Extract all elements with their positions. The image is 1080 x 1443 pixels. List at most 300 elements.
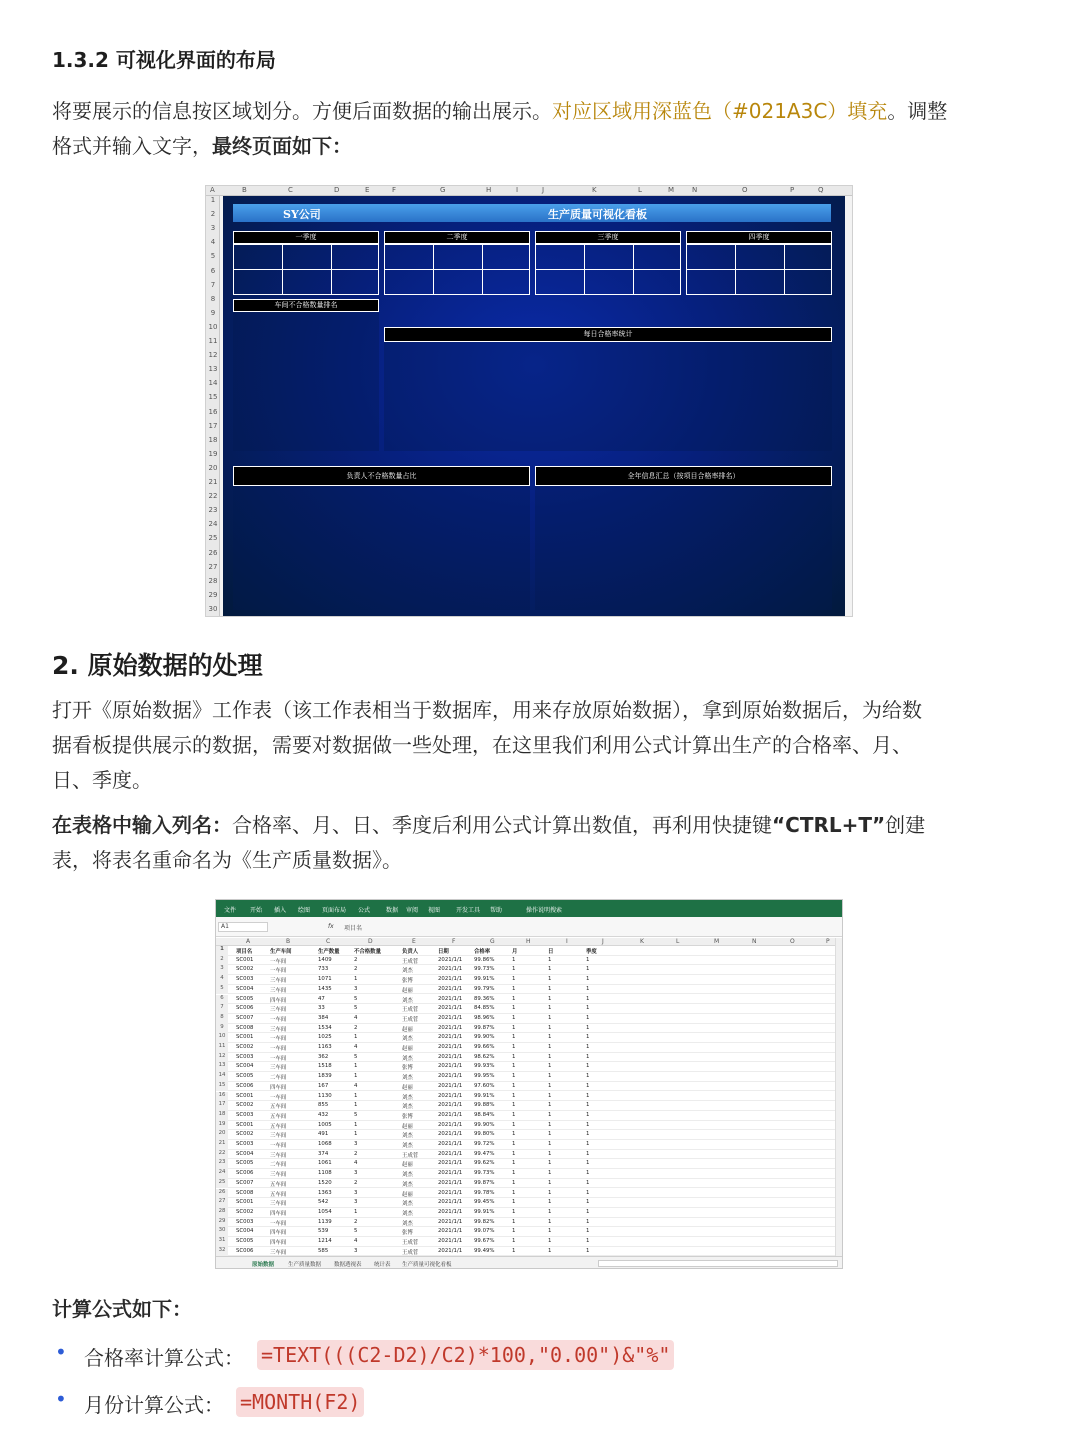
table-cell[interactable]: 99.62% — [474, 1160, 495, 1167]
ribbon-tab[interactable]: 帮助 — [490, 907, 503, 914]
table-cell[interactable]: 2021/1/1 — [438, 1034, 463, 1041]
table-cell[interactable]: 1 — [548, 985, 552, 992]
table-cell[interactable]: 1 — [548, 966, 552, 973]
table-cell[interactable]: 5 — [354, 995, 358, 1002]
table-cell[interactable]: 1 — [354, 1121, 358, 1128]
table-cell[interactable]: 1 — [512, 1073, 516, 1080]
table-cell[interactable]: 4 — [354, 1160, 358, 1167]
table-cell[interactable]: 1 — [512, 1247, 516, 1254]
table-cell[interactable]: 1 — [586, 1111, 590, 1118]
table-cell[interactable]: 99.45% — [474, 1199, 495, 1206]
sheet-tab[interactable]: 原始数据 — [252, 1262, 275, 1268]
table-cell[interactable]: 2021/1/1 — [438, 1005, 463, 1012]
table-cell[interactable]: 一车间 — [270, 1046, 287, 1052]
table-cell[interactable]: 1 — [512, 1199, 516, 1206]
table-cell[interactable]: 1214 — [318, 1238, 332, 1244]
table-cell[interactable]: 1 — [586, 1024, 590, 1031]
table-cell[interactable]: 1 — [586, 1092, 590, 1099]
table-cell[interactable]: 1 — [586, 1199, 590, 1206]
table-cell[interactable]: 1 — [548, 1034, 552, 1041]
table-cell[interactable]: 1 — [548, 1063, 552, 1070]
table-cell[interactable]: 1 — [586, 976, 590, 983]
table-cell[interactable]: 1 — [548, 1189, 552, 1196]
table-cell[interactable]: 刘杰 — [402, 1036, 413, 1043]
table-cell[interactable]: 赵丽 — [402, 1046, 413, 1052]
table-cell[interactable]: SC003 — [236, 1053, 254, 1060]
table-cell[interactable]: 2021/1/1 — [438, 1189, 463, 1196]
table-cell[interactable]: 98.84% — [474, 1111, 495, 1118]
table-cell[interactable]: 1071 — [318, 976, 332, 983]
table-cell[interactable]: 王成菅 — [402, 958, 419, 965]
ribbon-tab[interactable]: 插入 — [274, 907, 287, 914]
table-cell[interactable]: 2 — [354, 1024, 358, 1031]
table-cell[interactable]: SC007 — [236, 1179, 254, 1186]
table-cell[interactable]: 1 — [586, 1150, 590, 1157]
table-cell[interactable]: 1 — [586, 1218, 590, 1225]
table-cell[interactable]: 张博 — [402, 978, 413, 985]
table-cell[interactable]: 1 — [548, 1014, 552, 1021]
table-cell[interactable]: 2 — [354, 966, 358, 973]
table-cell[interactable]: 1 — [512, 1053, 516, 1060]
table-cell[interactable]: SC001 — [236, 1199, 254, 1206]
table-cell[interactable]: 432 — [318, 1111, 329, 1118]
table-cell[interactable]: 2 — [354, 956, 358, 963]
table-cell[interactable]: 一车间 — [270, 1220, 287, 1227]
ribbon-tab[interactable]: 数据 — [386, 907, 399, 914]
table-cell[interactable]: 1 — [586, 1179, 590, 1186]
table-cell[interactable]: 1 — [512, 1160, 516, 1167]
table-cell[interactable]: 33 — [318, 1005, 325, 1012]
table-cell[interactable]: 赵丽 — [402, 1026, 413, 1033]
table-cell[interactable]: 三车间 — [270, 1026, 287, 1033]
table-cell[interactable]: SC005 — [236, 1073, 254, 1080]
ribbon-tab[interactable]: 文件 — [224, 907, 237, 914]
table-cell[interactable]: 1409 — [318, 956, 332, 963]
table-cell[interactable]: 99.91% — [474, 1208, 495, 1215]
table-cell[interactable]: SC003 — [236, 976, 254, 983]
table-cell[interactable]: 五车间 — [270, 1113, 287, 1120]
table-cell[interactable]: 四车间 — [270, 1230, 287, 1237]
table-cell[interactable]: 99.72% — [474, 1141, 495, 1147]
table-cell[interactable]: 47 — [318, 995, 325, 1002]
table-cell[interactable]: 1 — [548, 1053, 552, 1060]
table-cell[interactable]: 1 — [586, 1141, 590, 1147]
table-cell[interactable]: SC002 — [236, 966, 254, 973]
table-cell[interactable]: 刘杰 — [402, 1210, 413, 1217]
table-cell[interactable]: 1 — [512, 1005, 516, 1012]
table-cell[interactable]: 3 — [354, 1170, 358, 1177]
table-cell[interactable]: 3 — [354, 1141, 358, 1147]
table-cell[interactable]: SC001 — [236, 1092, 254, 1099]
table-cell[interactable]: 1 — [586, 1053, 590, 1060]
table-cell[interactable]: 2021/1/1 — [438, 985, 463, 992]
formula-value[interactable]: 项目名 — [344, 925, 363, 932]
table-cell[interactable]: 1839 — [318, 1073, 332, 1080]
table-cell[interactable]: 1 — [548, 1160, 552, 1167]
table-cell[interactable]: SC002 — [236, 1102, 254, 1109]
table-cell[interactable]: 1 — [548, 1102, 552, 1109]
table-cell[interactable]: 99.87% — [474, 1024, 495, 1031]
table-cell[interactable]: 4 — [354, 1082, 358, 1089]
table-cell[interactable]: 三车间 — [270, 1172, 287, 1179]
table-cell[interactable]: SC001 — [236, 1034, 254, 1041]
table-cell[interactable]: 1520 — [318, 1179, 332, 1186]
table-cell[interactable]: 1 — [354, 1092, 358, 1099]
table-cell[interactable]: 2021/1/1 — [438, 956, 463, 963]
sheet-tab[interactable]: 生产质量可视化看板 — [402, 1262, 452, 1268]
table-cell[interactable]: 491 — [318, 1131, 329, 1138]
table-cell[interactable]: 99.66% — [474, 1044, 495, 1050]
table-cell[interactable]: 1 — [548, 1121, 552, 1128]
table-cell[interactable]: 王成菅 — [402, 1240, 419, 1246]
table-cell[interactable]: 2021/1/1 — [438, 1014, 463, 1021]
table-cell[interactable]: SC002 — [236, 1044, 254, 1050]
table-cell[interactable]: SC005 — [236, 995, 254, 1002]
table-cell[interactable]: 1 — [586, 1238, 590, 1244]
table-cell[interactable]: 99.79% — [474, 985, 495, 992]
ribbon-tab[interactable]: 审阅 — [406, 907, 419, 914]
table-cell[interactable]: 84.85% — [474, 1005, 495, 1012]
table-cell[interactable]: 刘杰 — [402, 1133, 413, 1140]
table-cell[interactable]: 1 — [354, 1208, 358, 1215]
table-cell[interactable]: 2 — [354, 1179, 358, 1186]
table-cell[interactable]: 1 — [548, 1131, 552, 1138]
table-cell[interactable]: 1 — [512, 1014, 516, 1021]
table-cell[interactable]: SC004 — [236, 1228, 254, 1235]
table-cell[interactable]: SC001 — [236, 956, 254, 963]
table-cell[interactable]: 1 — [548, 1082, 552, 1089]
table-cell[interactable]: 99.78% — [474, 1189, 495, 1196]
table-cell[interactable]: 2021/1/1 — [438, 1121, 463, 1128]
ribbon-tab[interactable]: 开发工具 — [456, 907, 481, 914]
table-cell[interactable]: 三车间 — [270, 1201, 287, 1208]
table-cell[interactable]: 三车间 — [270, 987, 287, 994]
table-cell[interactable]: 1 — [548, 1044, 552, 1050]
table-cell[interactable]: 2021/1/1 — [438, 1053, 463, 1060]
table-cell[interactable]: 542 — [318, 1199, 329, 1206]
table-cell[interactable]: 刘杰 — [402, 1143, 413, 1149]
ribbon-tab[interactable]: 视图 — [428, 907, 441, 914]
ribbon-tab[interactable]: 操作说明搜索 — [526, 907, 563, 914]
table-cell[interactable]: 1 — [586, 1247, 590, 1254]
table-cell[interactable]: 一车间 — [270, 1036, 287, 1043]
table-cell[interactable]: SC003 — [236, 1218, 254, 1225]
table-cell[interactable]: 刘杰 — [402, 1201, 413, 1208]
table-cell[interactable]: 1 — [586, 1102, 590, 1109]
table-cell[interactable]: 一车间 — [270, 958, 287, 965]
table-cell[interactable]: 刘杰 — [402, 1104, 413, 1111]
table-cell[interactable]: 5 — [354, 1111, 358, 1118]
table-cell[interactable]: 99.90% — [474, 1034, 495, 1041]
table-cell[interactable]: 张博 — [402, 1113, 413, 1120]
table-cell[interactable]: 五车间 — [270, 1123, 287, 1130]
table-cell[interactable]: 1 — [512, 1024, 516, 1031]
table-cell[interactable]: 王成菅 — [402, 1249, 419, 1256]
table-cell[interactable]: 三车间 — [270, 978, 287, 985]
table-cell[interactable]: 1 — [586, 1034, 590, 1041]
table-cell[interactable]: 2021/1/1 — [438, 1024, 463, 1031]
table-cell[interactable]: 1 — [512, 1189, 516, 1196]
table-cell[interactable]: 1 — [512, 1228, 516, 1235]
table-cell[interactable]: 赵丽 — [402, 1191, 413, 1198]
table-cell[interactable]: 99.87% — [474, 1179, 495, 1186]
table-cell[interactable]: 98.96% — [474, 1014, 495, 1021]
table-cell[interactable]: 2021/1/1 — [438, 1082, 463, 1089]
table-cell[interactable]: SC003 — [236, 1111, 254, 1118]
table-cell[interactable]: 3 — [354, 1199, 358, 1206]
table-cell[interactable]: 四车间 — [270, 1240, 287, 1246]
ribbon-tab[interactable]: 公式 — [358, 907, 371, 914]
table-cell[interactable]: 1 — [548, 1150, 552, 1157]
horizontal-scrollbar[interactable] — [598, 1260, 838, 1267]
table-cell[interactable]: 三车间 — [270, 1007, 287, 1014]
table-cell[interactable]: 赵丽 — [402, 1084, 413, 1091]
table-cell[interactable]: 1 — [512, 1102, 516, 1109]
table-cell[interactable]: 1068 — [318, 1141, 332, 1147]
table-cell[interactable]: 99.93% — [474, 1063, 495, 1070]
table-cell[interactable]: 1 — [548, 976, 552, 983]
table-cell[interactable]: 1 — [512, 966, 516, 973]
table-cell[interactable]: 362 — [318, 1053, 329, 1060]
table-cell[interactable]: 王成菅 — [402, 1152, 419, 1159]
table-cell[interactable]: 刘杰 — [402, 1075, 413, 1082]
table-cell[interactable]: 1 — [354, 1131, 358, 1138]
table-cell[interactable]: 三车间 — [270, 1249, 287, 1256]
table-cell[interactable]: 1 — [548, 1073, 552, 1080]
table-cell[interactable]: 2021/1/1 — [438, 1063, 463, 1070]
table-cell[interactable]: 1 — [586, 1063, 590, 1070]
table-cell[interactable]: 99.73% — [474, 1170, 495, 1177]
table-cell[interactable]: 2021/1/1 — [438, 1218, 463, 1225]
table-cell[interactable]: 1 — [586, 966, 590, 973]
table-cell[interactable]: 刘杰 — [402, 968, 413, 975]
table-cell[interactable]: SC005 — [236, 1160, 254, 1167]
table-cell[interactable]: SC008 — [236, 1024, 254, 1031]
table-cell[interactable]: 三车间 — [270, 1152, 287, 1159]
table-cell[interactable]: 2021/1/1 — [438, 995, 463, 1002]
table-cell[interactable]: 刘杰 — [402, 1220, 413, 1227]
table-cell[interactable]: 1 — [512, 1111, 516, 1118]
table-cell[interactable]: 1 — [586, 985, 590, 992]
table-cell[interactable]: 99.49% — [474, 1247, 495, 1254]
table-cell[interactable]: 1054 — [318, 1208, 332, 1215]
table-cell[interactable]: 1 — [548, 956, 552, 963]
table-cell[interactable]: 2021/1/1 — [438, 1141, 463, 1147]
table-cell[interactable]: 赵丽 — [402, 987, 413, 994]
table-cell[interactable]: SC005 — [236, 1238, 254, 1244]
table-cell[interactable]: 1 — [586, 1208, 590, 1215]
ribbon-tab[interactable]: 开始 — [250, 907, 263, 914]
table-cell[interactable]: 98.62% — [474, 1053, 495, 1060]
table-cell[interactable]: 1 — [512, 1179, 516, 1186]
table-cell[interactable]: 1 — [586, 995, 590, 1002]
table-cell[interactable]: 刘杰 — [402, 1094, 413, 1101]
table-cell[interactable]: 585 — [318, 1247, 329, 1254]
table-cell[interactable]: 1 — [512, 985, 516, 992]
table-cell[interactable]: 一车间 — [270, 1143, 287, 1149]
sheet-tab[interactable]: 数据透视表 — [334, 1262, 362, 1268]
table-cell[interactable]: 王成菅 — [402, 1016, 419, 1023]
table-cell[interactable]: 五车间 — [270, 1181, 287, 1188]
table-cell[interactable]: 1 — [354, 1034, 358, 1041]
table-cell[interactable]: 99.88% — [474, 1102, 495, 1109]
sheet-tab[interactable]: 生产质量数据 — [288, 1262, 322, 1268]
table-cell[interactable]: 二车间 — [270, 1075, 287, 1082]
table-cell[interactable]: 1 — [586, 1014, 590, 1021]
table-cell[interactable]: 1 — [586, 1121, 590, 1128]
table-cell[interactable]: 1163 — [318, 1044, 332, 1050]
vertical-scrollbar[interactable] — [835, 938, 842, 1256]
table-cell[interactable]: 2021/1/1 — [438, 1073, 463, 1080]
table-cell[interactable]: 1 — [548, 1218, 552, 1225]
table-cell[interactable]: 刘杰 — [402, 1055, 413, 1062]
table-cell[interactable]: 1 — [512, 1208, 516, 1215]
table-cell[interactable]: 一车间 — [270, 1094, 287, 1101]
table-cell[interactable]: 99.90% — [474, 1121, 495, 1128]
table-cell[interactable]: 539 — [318, 1228, 329, 1235]
table-cell[interactable]: 五车间 — [270, 1191, 287, 1198]
table-cell[interactable]: SC008 — [236, 1189, 254, 1196]
table-cell[interactable]: 1 — [512, 1092, 516, 1099]
table-cell[interactable]: 2021/1/1 — [438, 1238, 463, 1244]
table-cell[interactable]: SC002 — [236, 1208, 254, 1215]
table-cell[interactable]: 99.73% — [474, 966, 495, 973]
table-cell[interactable]: 五车间 — [270, 1104, 287, 1111]
table-cell[interactable]: 1 — [354, 1063, 358, 1070]
table-cell[interactable]: 99.80% — [474, 1131, 495, 1138]
table-cell[interactable]: 1 — [512, 1238, 516, 1244]
table-cell[interactable]: 1 — [512, 1218, 516, 1225]
table-cell[interactable]: 2021/1/1 — [438, 1102, 463, 1109]
table-cell[interactable]: 374 — [318, 1150, 329, 1157]
table-cell[interactable]: 1 — [548, 1111, 552, 1118]
table-cell[interactable]: 5 — [354, 1053, 358, 1060]
table-cell[interactable]: SC004 — [236, 985, 254, 992]
table-cell[interactable]: 1 — [548, 1141, 552, 1147]
table-cell[interactable]: 1 — [512, 1141, 516, 1147]
table-cell[interactable]: 5 — [354, 1228, 358, 1235]
table-cell[interactable]: 张博 — [402, 1230, 413, 1237]
table-cell[interactable]: 1005 — [318, 1121, 332, 1128]
table-cell[interactable]: 2021/1/1 — [438, 1092, 463, 1099]
table-cell[interactable]: 1 — [512, 1170, 516, 1177]
table-cell[interactable]: 2021/1/1 — [438, 1247, 463, 1254]
table-cell[interactable]: 1 — [354, 1102, 358, 1109]
table-cell[interactable]: 1 — [354, 1073, 358, 1080]
table-cell[interactable]: 1 — [586, 1131, 590, 1138]
table-cell[interactable]: 1 — [512, 1034, 516, 1041]
table-cell[interactable]: SC007 — [236, 1014, 254, 1021]
table-cell[interactable]: 99.82% — [474, 1218, 495, 1225]
table-cell[interactable]: 1 — [548, 1170, 552, 1177]
table-cell[interactable]: 384 — [318, 1014, 329, 1021]
table-cell[interactable]: 2021/1/1 — [438, 1160, 463, 1167]
table-cell[interactable]: 1363 — [318, 1189, 332, 1196]
table-cell[interactable]: 167 — [318, 1082, 329, 1089]
table-cell[interactable]: 1 — [548, 1024, 552, 1031]
table-cell[interactable]: 99.86% — [474, 956, 495, 963]
table-cell[interactable]: 1518 — [318, 1063, 332, 1070]
table-cell[interactable]: 1 — [586, 1189, 590, 1196]
table-cell[interactable]: 一车间 — [270, 1055, 287, 1062]
table-cell[interactable]: 99.07% — [474, 1228, 495, 1235]
table-cell[interactable]: 王成菅 — [402, 1007, 419, 1014]
table-cell[interactable]: 1 — [586, 1228, 590, 1235]
table-cell[interactable]: SC006 — [236, 1170, 254, 1177]
table-cell[interactable]: 4 — [354, 1044, 358, 1050]
sheet-tab[interactable]: 统计表 — [374, 1262, 391, 1268]
table-cell[interactable]: SC004 — [236, 1150, 254, 1157]
table-cell[interactable]: 刘杰 — [402, 1181, 413, 1188]
table-cell[interactable]: 2021/1/1 — [438, 976, 463, 983]
table-cell[interactable]: 1 — [586, 1160, 590, 1167]
table-cell[interactable]: 1 — [548, 1208, 552, 1215]
table-cell[interactable]: 99.91% — [474, 1092, 495, 1099]
table-cell[interactable]: SC006 — [236, 1247, 254, 1254]
ribbon-tab[interactable]: 绘图 — [298, 907, 311, 914]
table-cell[interactable]: 1 — [548, 1179, 552, 1186]
table-cell[interactable]: 2021/1/1 — [438, 966, 463, 973]
table-cell[interactable]: 2 — [354, 1218, 358, 1225]
table-cell[interactable]: 1 — [512, 1044, 516, 1050]
table-cell[interactable]: 赵丽 — [402, 1123, 413, 1130]
table-cell[interactable]: 1108 — [318, 1170, 332, 1177]
table-cell[interactable]: 一车间 — [270, 1016, 287, 1023]
table-cell[interactable]: 四车间 — [270, 1210, 287, 1217]
table-cell[interactable]: 1 — [548, 1199, 552, 1206]
table-cell[interactable]: 99.67% — [474, 1238, 495, 1244]
table-cell[interactable]: 99.95% — [474, 1073, 495, 1080]
table-cell[interactable]: 赵丽 — [402, 1162, 413, 1169]
table-cell[interactable]: 4 — [354, 1014, 358, 1021]
table-cell[interactable]: 四车间 — [270, 997, 287, 1004]
table-cell[interactable]: 1 — [512, 1131, 516, 1138]
table-cell[interactable]: 4 — [354, 1238, 358, 1244]
table-cell[interactable]: SC004 — [236, 1063, 254, 1070]
table-cell[interactable]: 三车间 — [270, 1065, 287, 1072]
table-cell[interactable]: SC003 — [236, 1141, 254, 1147]
table-cell[interactable]: SC006 — [236, 1005, 254, 1012]
table-cell[interactable]: 2021/1/1 — [438, 1228, 463, 1235]
table-cell[interactable]: 97.60% — [474, 1082, 495, 1089]
table-cell[interactable]: 1 — [512, 976, 516, 983]
table-cell[interactable]: 99.91% — [474, 976, 495, 983]
table-cell[interactable]: 1025 — [318, 1034, 332, 1041]
table-cell[interactable]: 张博 — [402, 1065, 413, 1072]
table-cell[interactable]: 刘杰 — [402, 997, 413, 1004]
table-cell[interactable]: 733 — [318, 966, 329, 973]
table-cell[interactable]: 四车间 — [270, 1084, 287, 1091]
table-cell[interactable]: 1 — [512, 1082, 516, 1089]
table-cell[interactable]: 1 — [548, 1005, 552, 1012]
name-box[interactable]: A1 — [218, 922, 268, 932]
table-cell[interactable]: 1 — [512, 1121, 516, 1128]
table-cell[interactable]: 1 — [548, 1228, 552, 1235]
table-cell[interactable]: 2021/1/1 — [438, 1044, 463, 1050]
table-cell[interactable]: 1 — [548, 1238, 552, 1244]
table-cell[interactable]: 5 — [354, 1005, 358, 1012]
table-cell[interactable]: 1 — [586, 1170, 590, 1177]
table-cell[interactable]: 99.47% — [474, 1150, 495, 1157]
table-cell[interactable]: 1 — [586, 1082, 590, 1089]
table-cell[interactable]: 1 — [586, 1073, 590, 1080]
table-cell[interactable]: 刘杰 — [402, 1172, 413, 1179]
table-cell[interactable]: 1 — [586, 956, 590, 963]
table-cell[interactable]: 2021/1/1 — [438, 1111, 463, 1118]
table-cell[interactable]: 1 — [548, 1092, 552, 1099]
table-cell[interactable]: 89.36% — [474, 995, 495, 1002]
table-cell[interactable]: 3 — [354, 1189, 358, 1196]
